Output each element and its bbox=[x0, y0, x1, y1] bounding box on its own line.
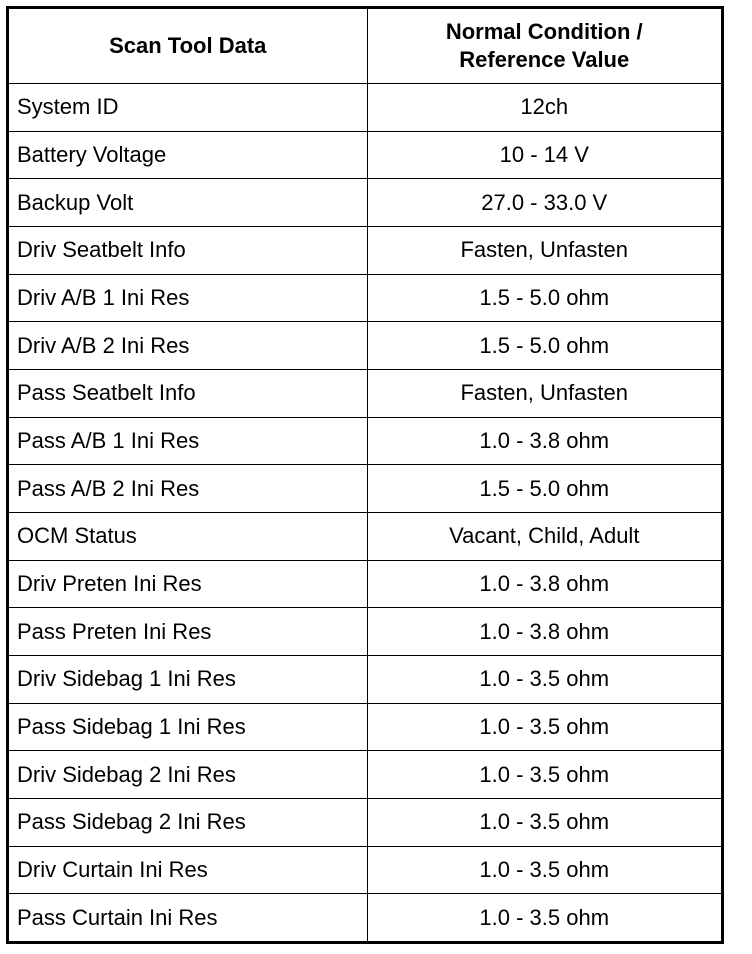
table-row bbox=[9, 322, 721, 370]
table-row bbox=[9, 512, 721, 560]
row-parameter-name: System ID bbox=[9, 84, 367, 132]
header-reference-value-line2: Reference Value bbox=[459, 47, 630, 72]
table-row bbox=[9, 274, 721, 322]
table-row bbox=[9, 894, 721, 941]
row-parameter-name: Pass Preten Ini Res bbox=[9, 608, 367, 656]
table-row bbox=[9, 798, 721, 846]
table-row bbox=[9, 226, 721, 274]
row-parameter-name: Pass A/B 2 Ini Res bbox=[9, 465, 367, 513]
table-row bbox=[9, 465, 721, 513]
table-row bbox=[9, 846, 721, 894]
scan-tool-data-sheet bbox=[6, 6, 724, 944]
row-parameter-name: Driv Sidebag 1 Ini Res bbox=[9, 655, 367, 703]
row-parameter-name: Pass A/B 1 Ini Res bbox=[9, 417, 367, 465]
row-reference-value: 12ch bbox=[367, 84, 721, 132]
table-row bbox=[9, 560, 721, 608]
table-row bbox=[9, 369, 721, 417]
row-parameter-name: Pass Sidebag 2 Ini Res bbox=[9, 798, 367, 846]
row-reference-value: 1.5 - 5.0 ohm bbox=[367, 465, 721, 513]
row-parameter-name: Driv Curtain Ini Res bbox=[9, 846, 367, 894]
table-row bbox=[9, 179, 721, 227]
table-row bbox=[9, 84, 721, 132]
row-reference-value: 1.0 - 3.8 ohm bbox=[367, 608, 721, 656]
row-reference-value: Fasten, Unfasten bbox=[367, 226, 721, 274]
table-row bbox=[9, 608, 721, 656]
row-parameter-name: Driv Seatbelt Info bbox=[9, 226, 367, 274]
row-reference-value: 1.5 - 5.0 ohm bbox=[367, 274, 721, 322]
row-parameter-name: Driv Sidebag 2 Ini Res bbox=[9, 751, 367, 799]
header-reference-value-line1: Normal Condition / bbox=[445, 19, 643, 44]
table-row bbox=[9, 417, 721, 465]
table-header-row bbox=[9, 9, 721, 84]
row-parameter-name: Driv A/B 1 Ini Res bbox=[9, 274, 367, 322]
table-row bbox=[9, 751, 721, 799]
table-row bbox=[9, 655, 721, 703]
row-parameter-name: Driv Preten Ini Res bbox=[9, 560, 367, 608]
row-reference-value: 27.0 - 33.0 V bbox=[367, 179, 721, 227]
row-reference-value: 10 - 14 V bbox=[367, 131, 721, 179]
row-reference-value: 1.0 - 3.8 ohm bbox=[367, 417, 721, 465]
row-reference-value: 1.0 - 3.5 ohm bbox=[367, 846, 721, 894]
header-reference-value bbox=[367, 9, 721, 84]
row-reference-value: Fasten, Unfasten bbox=[367, 369, 721, 417]
table-row bbox=[9, 703, 721, 751]
row-reference-value: 1.0 - 3.5 ohm bbox=[367, 703, 721, 751]
row-reference-value: 1.0 - 3.5 ohm bbox=[367, 894, 721, 941]
header-scan-tool-data bbox=[9, 9, 367, 84]
header-scan-tool-data-label: Scan Tool Data bbox=[109, 33, 267, 58]
row-reference-value: 1.0 - 3.5 ohm bbox=[367, 751, 721, 799]
table-row bbox=[9, 131, 721, 179]
row-reference-value: Vacant, Child, Adult bbox=[367, 512, 721, 560]
scan-tool-data-table bbox=[9, 9, 721, 941]
row-reference-value: 1.0 - 3.8 ohm bbox=[367, 560, 721, 608]
row-parameter-name: Pass Sidebag 1 Ini Res bbox=[9, 703, 367, 751]
row-reference-value: 1.5 - 5.0 ohm bbox=[367, 322, 721, 370]
row-parameter-name: Pass Seatbelt Info bbox=[9, 369, 367, 417]
row-parameter-name: Driv A/B 2 Ini Res bbox=[9, 322, 367, 370]
row-parameter-name: Pass Curtain Ini Res bbox=[9, 894, 367, 941]
row-parameter-name: OCM Status bbox=[9, 512, 367, 560]
row-reference-value: 1.0 - 3.5 ohm bbox=[367, 655, 721, 703]
row-parameter-name: Battery Voltage bbox=[9, 131, 367, 179]
row-parameter-name: Backup Volt bbox=[9, 179, 367, 227]
row-reference-value: 1.0 - 3.5 ohm bbox=[367, 798, 721, 846]
